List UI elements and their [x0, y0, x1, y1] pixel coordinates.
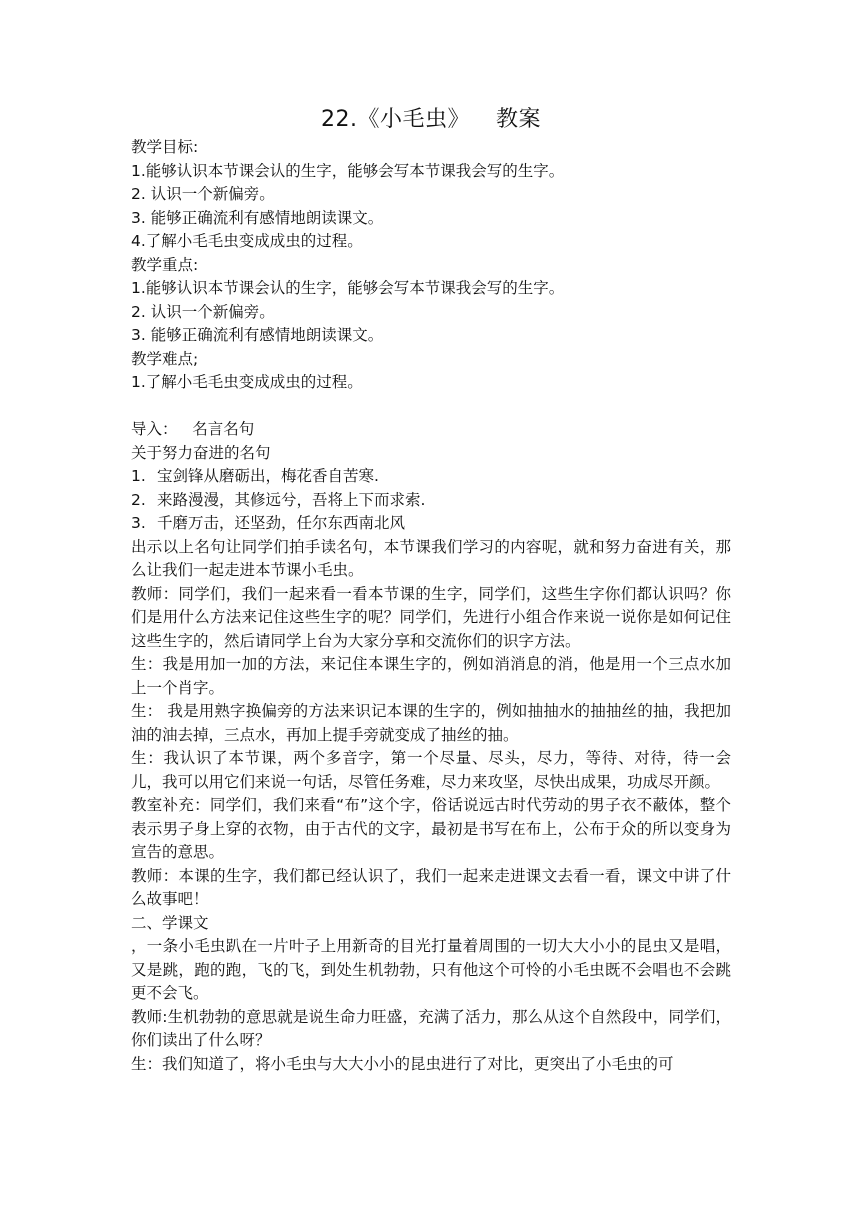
goal-item: 4.了解小毛毛虫变成成虫的过程。 — [131, 232, 363, 250]
lesson-paragraph: 生：我们知道了，将小毛虫与大大小小的昆虫进行了对比，更突出了小毛虫的可 — [131, 1054, 674, 1073]
quote-text: 宝剑锋从磨砺出，梅花香自苦寒. — [157, 467, 379, 485]
goal-item: 1.能够认识本节课会认的生字，能够会写本节课我会写的生字。 — [131, 161, 565, 180]
title-main: 22.《小毛虫》 — [320, 107, 470, 132]
quote-number: 1. — [131, 467, 146, 485]
intro-heading: 导入： 名言名句 — [131, 420, 255, 438]
lesson-paragraph: ，一条小毛虫趴在一片叶子上用新奇的目光打量着周围的一切大大小小的昆虫又是唱，又是跳，跑的跑，飞的飞，到处生机勃勃，只有他这个可怜的小毛虫既不会唱也不会跳更不会飞。 — [131, 937, 731, 1002]
body-paragraph: 生：我是用加一加的方法，来记住本课生字的，例如消消息的消，他是用一个三点水加上一个肖字。 — [131, 655, 731, 697]
body-paragraph: 教师：本课的生字，我们都已经认识了，我们一起来走进课文去看一看，课文中讲了什么故事吧！ — [131, 866, 731, 908]
body-paragraph: 出示以上名句让同学们拍手读名句，本节课我们学习的内容呢，就和努力奋进有关，那么让我们一起走进本节课小毛虫。 — [131, 537, 731, 579]
lesson-paragraph: 教师:生机勃勃的意思就是说生命力旺盛，充满了活力，那么从这个自然段中，同学们，你们读出了什么呀？ — [131, 1007, 731, 1049]
key-point-item: 1.能够认识本节课会认的生字，能够会写本节课我会写的生字。 — [131, 279, 565, 297]
quote-item — [131, 512, 731, 536]
goal-item: 3. 能够正确流利有感情地朗读课文。 — [131, 208, 384, 227]
quote-item — [131, 489, 731, 513]
document-page — [131, 104, 731, 1076]
key-point-item: 2. 认识一个新偏旁。 — [131, 302, 275, 321]
body-paragraph: 生： 我是用熟字换偏旁的方法来识记本课的生字的，例如抽抽水的抽抽丝的抽，我把加油的油去掉，三点水，再加上提手旁就变成了抽丝的抽。 — [131, 702, 731, 744]
body-paragraph: 教室补充：同学们，我们来看“布”这个字，俗话说远古时代劳动的男子衣不蔽体，整个表示男子身上穿的衣物，由于古代的文字，最初是书写在布上，公布于众的所以变身为宣告的意思。 — [131, 796, 731, 861]
key-points-heading: 教学重点: — [131, 255, 199, 274]
goals-heading: 教学目标: — [131, 138, 199, 156]
body-paragraph: 教师：同学们，我们一起来看一看本节课的生字，同学们，这些生字你们都认识吗？你们是用什么方法来记住这些生字的呢？同学们，先进行小组合作来说一说你是如何记住这些生字的，然后请同学上台为大家分享和交流你们的识字方法。 — [131, 584, 731, 650]
body-paragraph: 生：我认识了本节课，两个多音字，第一个尽量、尽头，尽力，等待、对待，待一会儿，我可以用它们来说一句话，尽管任务难，尽力来攻坚，尽快出成果，功成尽开颜。 — [131, 749, 731, 791]
quote-text: 来路漫漫，其修远兮，吾将上下而求索. — [157, 490, 426, 509]
quote-text: 千磨万击，还坚劲，任尔东西南北风 — [157, 514, 406, 532]
lesson-heading: 二、学课文 — [131, 913, 209, 932]
document-title — [131, 104, 731, 136]
title-sub: 教案 — [495, 107, 541, 132]
quote-number: 3. — [131, 514, 146, 532]
key-point-item: 3. 能够正确流利有感情地朗读课文。 — [131, 326, 384, 344]
quote-list — [131, 465, 731, 536]
difficulties-heading: 教学难点; — [131, 349, 199, 368]
goal-item: 2. 认识一个新偏旁。 — [131, 185, 275, 203]
blank-line — [131, 395, 731, 419]
quote-item — [131, 465, 731, 489]
quote-number: 2. — [131, 490, 146, 509]
difficulty-item: 1.了解小毛毛虫变成成虫的过程。 — [131, 373, 363, 391]
intro-subheading: 关于努力奋进的名句 — [131, 443, 271, 462]
